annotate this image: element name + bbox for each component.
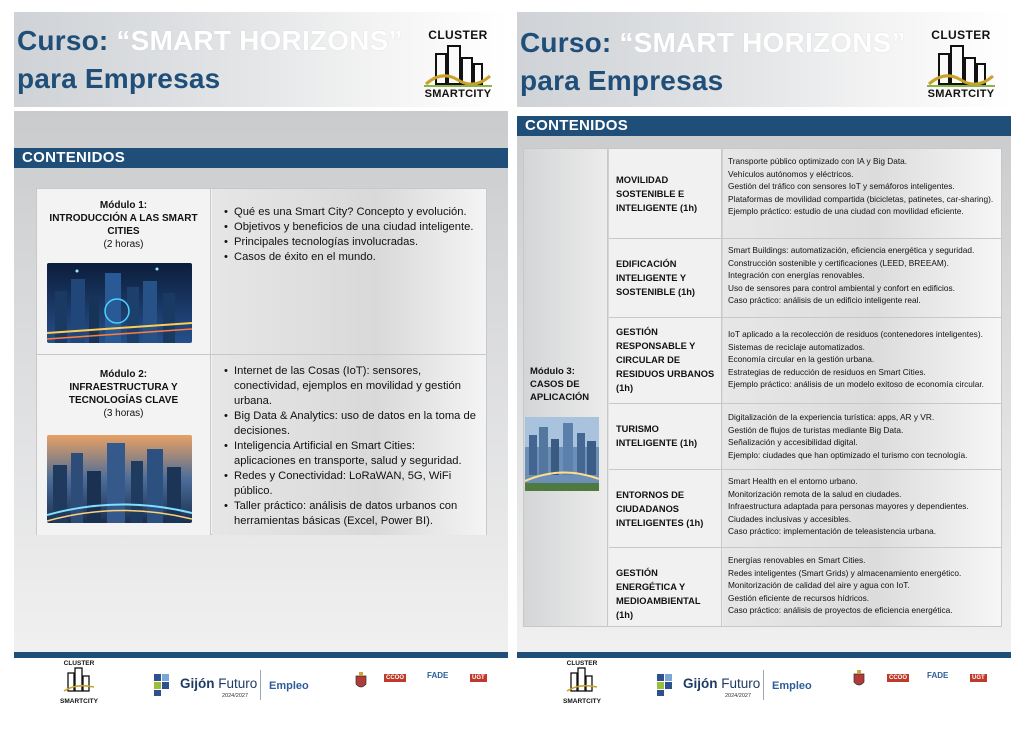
module-hours: (3 horas)	[103, 408, 144, 419]
ccoo-badge: CCOO	[889, 675, 907, 681]
footer-cluster-top: CLUSTER	[63, 660, 95, 667]
module3-row	[609, 548, 1001, 626]
topic-line: Estrategias de reducción de residuos en Smart Cities.	[728, 366, 926, 377]
module3-row	[609, 470, 1001, 548]
ccoo-badge: CCOO	[386, 675, 404, 681]
topic-line: Gestión del tráfico con sensores IoT y semáforos inteligentes.	[728, 181, 955, 191]
topic-cell	[609, 149, 722, 238]
skyline-icon	[422, 44, 494, 88]
topic-lines	[728, 244, 997, 307]
module-row	[37, 189, 486, 355]
topic-title: EDIFICACIÓN INTELIGENTE Y SOSTENIBLE (1h)	[616, 259, 696, 297]
module3-title: Módulo 3: CASOS DE APLICACIÓN	[530, 366, 590, 403]
topic-line: Economía circular en la gestión urbana.	[728, 354, 875, 364]
bullet-item: • Internet de las Cosas (IoT): sensores, conectividad, ejemplos en movilidad y gestión urbana.	[222, 364, 478, 409]
fade-text: FADE	[927, 671, 949, 680]
topic-lines	[728, 411, 997, 461]
topic-title: MOVILIDAD SOSTENIBLE E INTELIGENTE (1h)	[616, 175, 698, 213]
fade-text: FADE	[427, 671, 449, 680]
footer-divider	[763, 670, 764, 700]
topic-description-cell	[723, 239, 1001, 317]
topic-title: GESTIÓN ENERGÉTICA Y MEDIOAMBIENTAL (1h)	[616, 568, 701, 620]
topic-cell	[609, 404, 722, 469]
cluster-smartcity-logo	[913, 16, 1009, 106]
skyline-icon	[925, 44, 997, 88]
sponsor-footer	[14, 658, 508, 712]
ccoo-logo	[887, 674, 909, 682]
skyline-icon	[565, 667, 599, 693]
module3-row	[609, 404, 1001, 470]
gijon-mark-icon	[657, 674, 679, 696]
modules-table	[36, 188, 487, 535]
bullet-item: • Principales tecnologías involucradas.	[222, 235, 478, 250]
bullet-item: • Objetivos y beneficios de una ciudad inteligente.	[222, 220, 478, 235]
gijon-futuro-text	[683, 676, 760, 691]
empleo-label: Empleo	[269, 680, 309, 692]
logo-top-text: CLUSTER	[428, 28, 488, 42]
topic-line: Transporte público optimizado con IA y Big Data.	[728, 156, 908, 166]
ugt-logo	[970, 674, 987, 682]
topic-lines	[728, 475, 997, 538]
sponsor-footer	[517, 658, 1011, 712]
course-title	[17, 22, 403, 98]
topic-line: Smart Health en el entorno urbano.	[728, 476, 858, 486]
title-line-2: para Empresas	[520, 65, 724, 96]
gijon-bold: Gijón	[180, 676, 215, 691]
topic-description-cell	[723, 470, 1001, 547]
bullet-item: • Taller práctico: análisis de datos urbanos con herramientas básicas (Excel, Power BI).	[222, 499, 478, 529]
topic-line: Vehículos autónomos y eléctricos.	[728, 168, 854, 179]
ccoo-logo	[384, 674, 406, 682]
fade-logo	[427, 671, 448, 680]
topic-line: Gestión de flujos de turistas mediante Big Data.	[728, 424, 904, 435]
empleo-label: Empleo	[772, 680, 812, 692]
course-title	[520, 24, 906, 100]
topic-line: Ejemplo práctico: estudio de una ciudad con movilidad eficiente.	[728, 206, 964, 216]
ugt-badge: UGT	[972, 675, 985, 681]
topic-line: Smart Buildings: automatización, eficiencia energética y seguridad.	[728, 245, 975, 255]
gijon-futuro-text	[180, 676, 257, 691]
topic-title: GESTIÓN RESPONSABLE Y CIRCULAR DE RESIDUOS URBANOS (1h)	[616, 327, 715, 393]
skyline-icon	[62, 667, 96, 693]
module3-row	[609, 149, 1001, 239]
title-line-2: para Empresas	[17, 63, 221, 94]
topic-line: Redes inteligentes (Smart Grids) y almacenamiento energético.	[728, 567, 962, 578]
footer-divider	[260, 670, 261, 700]
bullet-item: • Big Data & Analytics: uso de datos en la toma de decisiones.	[222, 409, 478, 439]
brochure-page-left	[14, 12, 508, 712]
topic-description-cell	[723, 404, 1001, 469]
topic-line: Sistemas de reciclaje automatizados.	[728, 341, 865, 352]
title-highlight: “SMART HORIZONS”	[619, 27, 906, 58]
module-title-cell	[37, 189, 211, 354]
module3-row	[609, 318, 1001, 404]
topic-line: Energías renovables en Smart Cities.	[728, 555, 866, 565]
footer-cluster-bottom: SMARTCITY	[60, 698, 98, 705]
brochure-page-right	[517, 12, 1011, 712]
gijon-years: 2024/2027	[222, 693, 248, 699]
gijon-years: 2024/2027	[725, 693, 751, 699]
title-prefix: Curso:	[17, 25, 117, 56]
topic-description-cell	[723, 318, 1001, 403]
module-content-cell	[212, 189, 486, 354]
topic-line: Construcción sostenible y certificaciones (LEED, BREEAM).	[728, 257, 949, 268]
topic-lines	[728, 554, 997, 617]
topic-line: Gestión eficiente de recursos hídricos.	[728, 592, 870, 603]
topic-line: Caso práctico: implementación de teleasistencia urbana.	[728, 526, 936, 536]
smart-city-image	[47, 435, 192, 523]
cluster-smartcity-logo	[410, 16, 506, 106]
topic-line: Uso de sensores para control ambiental y confort en edificios.	[728, 282, 955, 293]
logo-top-text: CLUSTER	[931, 28, 991, 42]
topic-line: Monitorización de calidad del aire y agua con IoT.	[728, 580, 910, 590]
module-title: Módulo 2: INFRAESTRUCTURA Y TECNOLOGÍAS CLAVE	[68, 369, 179, 406]
gijon-rest: Futuro	[214, 676, 258, 691]
module-title-cell	[37, 355, 211, 535]
topic-line: Ciudades inclusivas y accesibles.	[728, 513, 852, 524]
topic-cell	[609, 470, 722, 547]
topic-line: Digitalización de la experiencia turística: apps, AR y VR.	[728, 412, 935, 422]
section-heading: CONTENIDOS	[14, 148, 508, 168]
module-bullets	[222, 205, 478, 265]
module3-label-cell	[524, 149, 608, 626]
ugt-logo	[470, 674, 487, 682]
module3-row	[609, 239, 1001, 318]
footer-cluster-logo	[557, 660, 607, 705]
topic-line: Ejemplo: ciudades que han optimizado el turismo con tecnología.	[728, 449, 968, 460]
module3-table	[523, 148, 1002, 627]
topic-cell	[609, 548, 722, 626]
city-crest-icon	[354, 672, 368, 692]
topic-line: Plataformas de movilidad compartida (bicicletas, patinetes, car-sharing).	[728, 193, 994, 204]
section-heading: CONTENIDOS	[517, 116, 1011, 136]
topic-line: Caso práctico: análisis de proyectos de eficiencia energética.	[728, 605, 953, 615]
module-title: Módulo 1: INTRODUCCIÓN A LAS SMART CITIES	[49, 200, 198, 237]
topic-line: Ejemplo práctico: análisis de un modelo exitoso de economía circular.	[728, 379, 984, 389]
topic-line: Señalización y accesibilidad digital.	[728, 437, 858, 447]
topic-title: TURISMO INTELIGENTE (1h)	[616, 424, 698, 448]
footer-cluster-logo	[54, 660, 104, 705]
logo-bottom-text: SMARTCITY	[927, 88, 995, 100]
gijon-rest: Futuro	[717, 676, 761, 691]
topic-line: Caso práctico: análisis de un edificio inteligente real.	[728, 295, 921, 305]
topic-lines	[728, 328, 997, 391]
bullet-item: • Qué es una Smart City? Concepto y evolución.	[222, 205, 478, 220]
topic-line: Monitorización remota de la salud en ciudades.	[728, 488, 902, 499]
topic-cell	[609, 318, 722, 403]
logo-bottom-text: SMARTCITY	[424, 88, 492, 100]
gijon-mark-icon	[154, 674, 176, 696]
module-row	[37, 355, 486, 535]
topic-line: Infraestructura adaptada para personas mayores y dependientes.	[728, 501, 969, 511]
footer-cluster-bottom: SMARTCITY	[563, 698, 601, 705]
city-crest-icon	[852, 670, 866, 690]
topic-title: ENTORNOS DE CIUDADANOS INTELIGENTES (1h)	[616, 490, 704, 528]
module-bullets	[222, 364, 478, 529]
smart-city-image	[47, 263, 192, 343]
title-prefix: Curso:	[520, 27, 620, 58]
gijon-bold: Gijón	[683, 676, 718, 691]
module-hours: (2 horas)	[103, 239, 144, 250]
topic-description-cell	[723, 149, 1001, 238]
ugt-badge: UGT	[472, 675, 485, 681]
bullet-item: • Redes y Conectividad: LoRaWAN, 5G, WiFi público.	[222, 469, 478, 499]
module-content-cell	[212, 355, 486, 535]
fade-logo	[927, 671, 948, 680]
topic-lines	[728, 155, 997, 218]
footer-cluster-top: CLUSTER	[566, 660, 598, 667]
title-highlight: “SMART HORIZONS”	[116, 25, 403, 56]
topic-line: IoT aplicado a la recolección de residuos (contenedores inteligentes).	[728, 329, 983, 339]
smart-city-image	[525, 417, 599, 491]
topic-line: Integración con energías renovables.	[728, 270, 865, 280]
topic-cell	[609, 239, 722, 317]
bullet-item: • Inteligencia Artificial en Smart Cities: aplicaciones en transporte, salud y seguridad.	[222, 439, 478, 469]
bullet-item: • Casos de éxito en el mundo.	[222, 250, 478, 265]
topic-description-cell	[723, 548, 1001, 626]
